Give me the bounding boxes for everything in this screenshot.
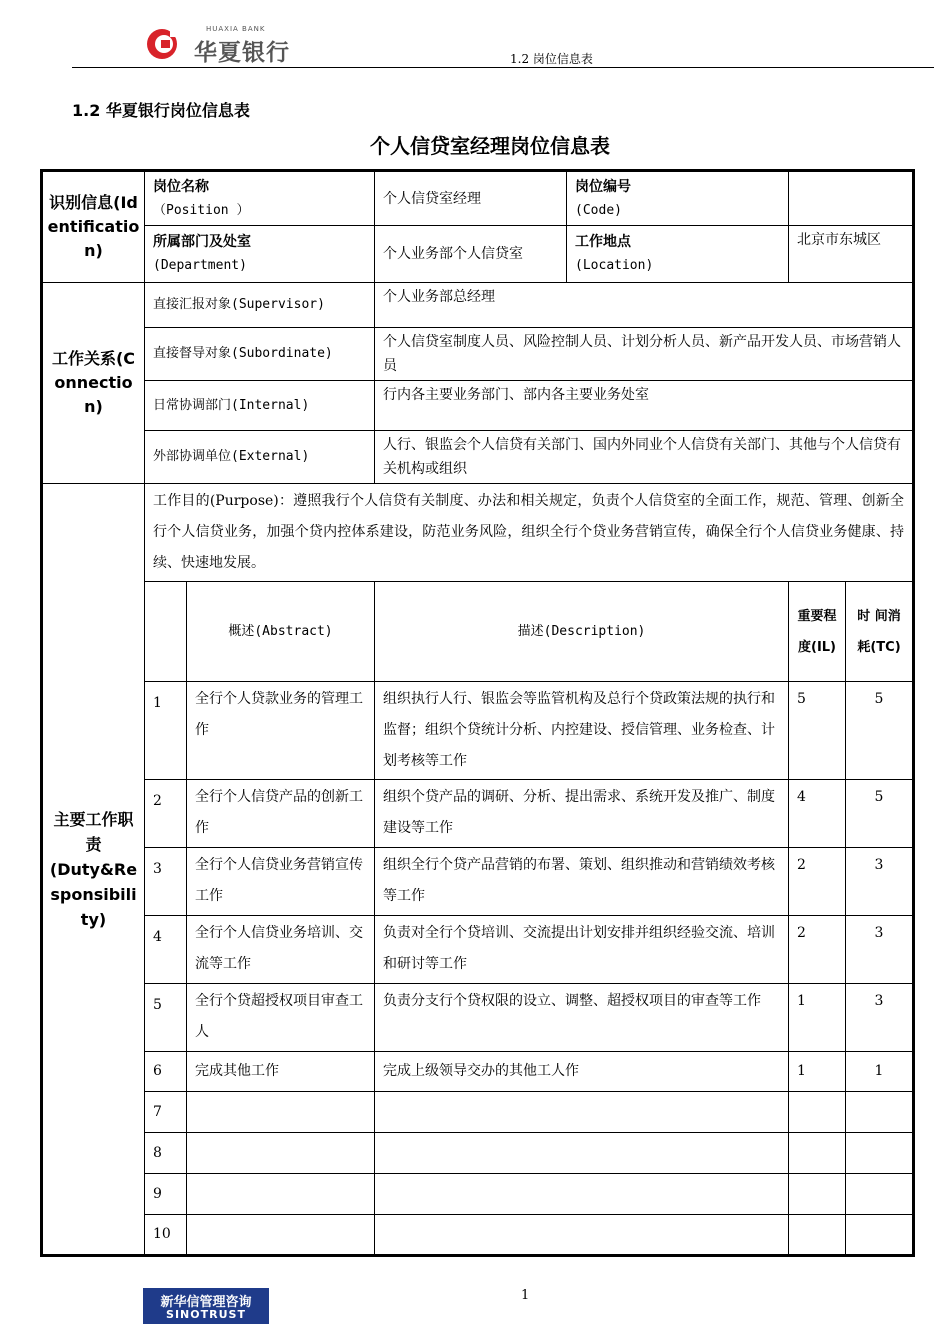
duty-abstract: 全行个人信贷产品的创新工作 — [187, 780, 375, 848]
position-info-table — [40, 169, 915, 1257]
duties-section-label: 主要工作职责 — [53, 809, 134, 854]
duty-no: 5 — [145, 984, 187, 1052]
department-label: 所属部门及处室 — [153, 234, 251, 250]
bank-name-en: HUAXIA BANK — [206, 25, 266, 33]
duty-abstract — [187, 1174, 375, 1215]
identification-section-label: 识别信息(Identification) — [42, 171, 145, 283]
duty-no: 8 — [145, 1133, 187, 1174]
duty-description: 组织执行人行、银监会等监管机构及总行个贷政策法规的执行和监督；组织个贷统计分析、内控建设、授信管理、业务检查、计划考核等工作 — [375, 682, 789, 780]
duty-abstract — [187, 1215, 375, 1256]
duty-description: 完成上级领导交办的其他工人作 — [375, 1052, 789, 1092]
duty-importance: 2 — [789, 916, 846, 984]
location-label: 工作地点 — [575, 234, 632, 250]
department-label-en: (Department) — [153, 258, 247, 273]
position-label: 岗位名称 — [153, 178, 209, 195]
duty-importance — [789, 1215, 846, 1256]
department-value: 个人业务部个人信贷室 — [375, 226, 567, 283]
duty-description — [375, 1174, 789, 1215]
duty-abstract: 完成其他工作 — [187, 1052, 375, 1092]
time-header: 时 间消 耗(TC) — [846, 582, 914, 682]
duty-abstract: 全行个人信贷业务培训、交流等工作 — [187, 916, 375, 984]
duty-time: 5 — [846, 780, 914, 848]
duty-time — [846, 1174, 914, 1215]
duty-no: 4 — [145, 916, 187, 984]
duty-importance — [789, 1174, 846, 1215]
relation-value: 个人信贷室制度人员、风险控制人员、计划分析人员、新产品开发人员、市场营销人员 — [375, 328, 914, 381]
duty-description — [375, 1092, 789, 1133]
position-label-en: （Position ） — [153, 202, 250, 218]
duty-description: 负责对全行个贷培训、交流提出计划安排并组织经验交流、培训和研讨等工作 — [375, 916, 789, 984]
relation-label: 日常协调部门(Internal) — [145, 381, 375, 431]
running-title: 1.2 岗位信息表 — [510, 52, 593, 66]
duty-time: 3 — [846, 984, 914, 1052]
position-value: 个人信贷室经理 — [375, 171, 567, 226]
duty-importance: 4 — [789, 780, 846, 848]
work-purpose: 工作目的(Purpose)：遵照我行个人信贷有关制度、办法和相关规定，负责个人信贷室的全面工作，规范、管理、创新全行个人信贷业务，加强个贷内控体系建设，防范业务风险，组织全行个贷业务营销宣传，确保全行个人信贷业务健康、持续、快速地发展。 — [145, 484, 914, 582]
duty-abstract: 全行个人信贷业务营销宣传工作 — [187, 848, 375, 916]
consultant-name-en: SINOTRUST — [166, 1308, 246, 1321]
code-label: 岗位编号 — [575, 178, 632, 195]
duty-time: 3 — [846, 916, 914, 984]
duty-importance: 2 — [789, 848, 846, 916]
duty-no: 6 — [145, 1052, 187, 1092]
sinotrust-logo — [143, 1288, 269, 1324]
duty-importance: 5 — [789, 682, 846, 780]
header-rule — [72, 67, 934, 68]
duty-description: 负责分支行个贷权限的设立、调整、超授权项目的审查等工作 — [375, 984, 789, 1052]
abstract-header: 概述(Abstract) — [187, 582, 375, 682]
duty-no: 7 — [145, 1092, 187, 1133]
page-number: 1 — [521, 1288, 530, 1303]
duty-abstract — [187, 1133, 375, 1174]
duty-importance: 1 — [789, 1052, 846, 1092]
duty-description: 组织个贷产品的调研、分析、提出需求、系统开发及推广、制度建设等工作 — [375, 780, 789, 848]
consultant-name-cn: 新华信管理咨询 — [160, 1295, 252, 1310]
relation-value: 个人业务部总经理 — [375, 283, 914, 328]
duty-no: 10 — [145, 1215, 187, 1256]
code-value — [789, 171, 914, 226]
importance-header: 重要程度(IL) — [789, 582, 846, 682]
duty-importance: 1 — [789, 984, 846, 1052]
bank-name-cn: 华夏银行 — [194, 40, 290, 66]
relations-section-label: 工作关系(Connection) — [42, 283, 145, 484]
relation-label: 直接督导对象(Subordinate) — [145, 328, 375, 381]
relation-value: 行内各主要业务部门、部内各主要业务处室 — [375, 381, 914, 431]
duty-abstract — [187, 1092, 375, 1133]
duty-description — [375, 1215, 789, 1256]
duty-importance — [789, 1133, 846, 1174]
section-heading: 1.2 华夏银行岗位信息表 — [72, 101, 250, 120]
code-label-en: (Code) — [575, 202, 622, 218]
relation-label: 直接汇报对象(Supervisor) — [145, 283, 375, 328]
duty-time: 1 — [846, 1052, 914, 1092]
duty-no: 1 — [145, 682, 187, 780]
duty-time — [846, 1092, 914, 1133]
duty-abstract: 全行个人贷款业务的管理工作 — [187, 682, 375, 780]
relation-label: 外部协调单位(External) — [145, 431, 375, 484]
duty-time — [846, 1215, 914, 1256]
duty-importance — [789, 1092, 846, 1133]
duty-no-header — [145, 582, 187, 682]
document-title: 个人信贷室经理岗位信息表 — [370, 134, 610, 158]
duty-description — [375, 1133, 789, 1174]
duty-time — [846, 1133, 914, 1174]
relation-value: 人行、银监会个人信贷有关部门、国内外同业个人信贷有关部门、其他与个人信贷有关机构或组织 — [375, 431, 914, 484]
duty-no: 9 — [145, 1174, 187, 1215]
duty-abstract: 全行个贷超授权项目审查工人 — [187, 984, 375, 1052]
duties-section-label-en: (Duty&Responsibility) — [49, 859, 138, 929]
duty-no: 2 — [145, 780, 187, 848]
duty-time: 5 — [846, 682, 914, 780]
location-value: 北京市东城区 — [789, 226, 914, 283]
description-header: 描述(Description) — [375, 582, 789, 682]
duty-time: 3 — [846, 848, 914, 916]
duty-no: 3 — [145, 848, 187, 916]
duty-description: 组织全行个贷产品营销的布署、策划、组织推动和营销绩效考核等工作 — [375, 848, 789, 916]
location-label-en: (Location) — [575, 258, 654, 273]
